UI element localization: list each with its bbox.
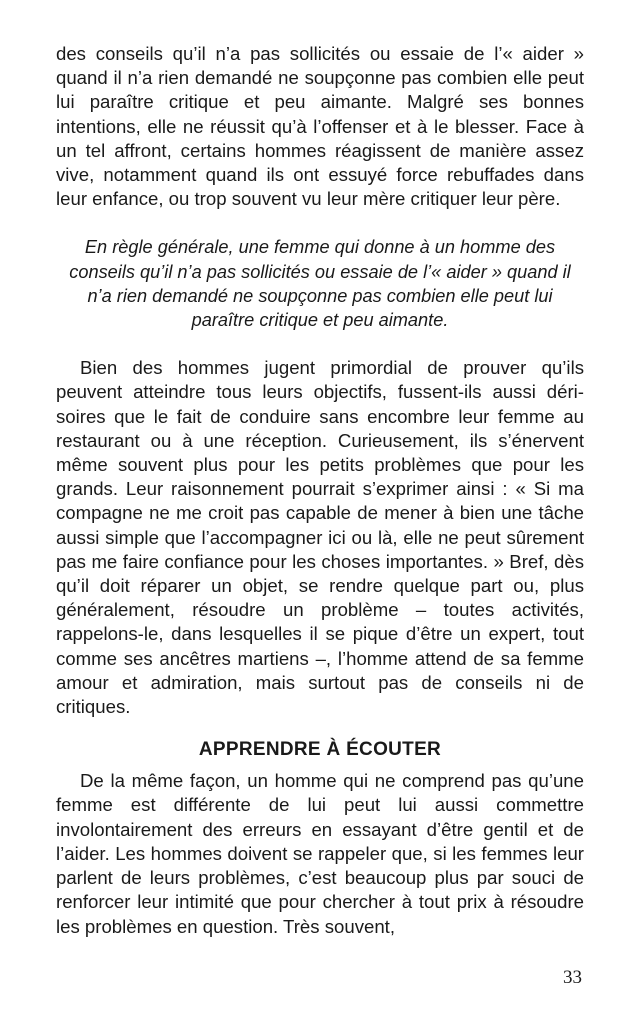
intro-paragraph: des conseils qu’il n’a pas sollicités ou essaie de l’« aider » quand il n’a rien demandé ne soupçonne pas combien elle peut lui paraître critique et peu aimante. Malgré ses bonnes intentions, elle ne réussit qu’à l’offenser et à le blesser. Face à un tel affront, certains hommes réagissent de manière assez vive, notamment quand ils ont essuyé force rebuffades dans leur enfance, ou trop souvent vu leur mère critiquer leur père. bbox=[56, 43, 584, 210]
pull-quote: En règle générale, une femme qui donne à un homme des conseils qu’il n’a pas sollicités ou essaie de l’« aider » quand il n’a rien demandé ne soupçonne pas combien elle peut lui paraître critique et peu aimante. bbox=[69, 237, 571, 331]
page-number: 33 bbox=[563, 967, 582, 988]
section-paragraph: De la même façon, un homme qui ne comprend pas qu’une femme est différente de lui peut lui aussi commettre involontairement des erreurs en essayant d’être gentil et de l’aider. Les hommes doivent se rappeler que, si les femmes leur parlent de leurs problèmes, c’est beaucoup plus par souci de renforcer leur intimité que pour chercher à tout prix à résoudre les problèmes en question. Très souvent, bbox=[56, 770, 584, 937]
body-paragraph: Bien des hommes jugent primordial de prouver qu’ils peuvent atteindre tous leurs objectifs, fussent-ils aussi dérisoires que le fait de conduire sans encombre leur femme au restaurant ou à une réception. Curieusement, ils s’énervent même souvent plus pour les petits problèmes que pour les grands. Leur raisonnement pourrait s’exprimer ainsi : « Si ma compagne ne me croit pas capable de mener à bien une tâche aussi simple que l’accompagner ici ou là, elle ne peut sûrement pas me faire confiance pour les choses importantes. » Bref, dès qu’il doit réparer un objet, se rendre quelque part ou, plus généralement, résoudre un problème – toutes activités, rappelons-le, dans lesquelles il se pique d’être un expert, tout comme ses ancêtres martiens –, l’homme attend de sa femme amour et admiration, mais surtout pas de conseils ni de critiques. bbox=[56, 357, 584, 718]
section-heading: APPRENDRE À ÉCOUTER bbox=[198, 739, 442, 761]
book-page bbox=[56, 42, 584, 939]
